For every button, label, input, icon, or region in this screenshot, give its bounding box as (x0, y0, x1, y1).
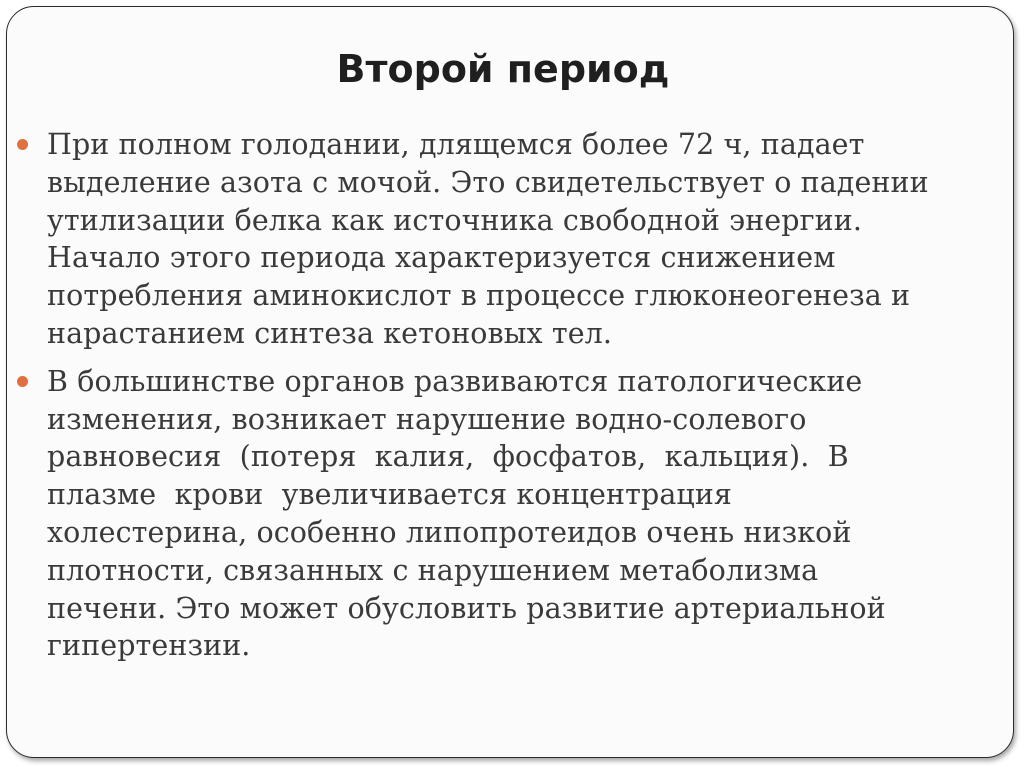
bullet-list (17, 126, 1002, 675)
slide-title: Второй период (336, 47, 670, 91)
bullet-dot-icon (17, 376, 28, 387)
bullet-line: выделение азота с мочой. Это свидетельствует о падении (47, 165, 929, 199)
bullet-line: Начало этого периода характеризуется снижением (47, 241, 836, 275)
bullet-item (17, 363, 1002, 665)
bullet-line: плазме крови увеличивается концентрация (47, 478, 733, 512)
bullet-line: потребления аминокислот в процессе глюконеогенеза и (47, 279, 911, 313)
bullet-dot-icon (17, 139, 28, 150)
bullet-line: нарастанием синтеза кетоновых тел. (47, 316, 613, 350)
bullet-line: гипертензии. (47, 629, 251, 663)
bullet-line: равновесия (потеря калия, фосфатов, кальция). В (47, 440, 849, 474)
bullet-line: При полном голодании, длящемся более 72 ч, падает (47, 128, 865, 161)
bullet-line: печени. Это может обусловить развитие артериальной (47, 591, 886, 625)
bullet-line: утилизации белка как источника свободной энергии. (47, 203, 862, 237)
bullet-item (17, 126, 1002, 353)
bullet-line: В большинстве органов развиваются патологические (47, 364, 863, 398)
bullet-line: плотности, связанных с нарушением метаболизма (47, 553, 819, 587)
slide-frame (6, 6, 1014, 758)
bullet-line: изменения, возникает нарушение водно-солевого (47, 402, 807, 436)
bullet-line: холестерина, особенно липопротеидов очень низкой (47, 515, 852, 549)
